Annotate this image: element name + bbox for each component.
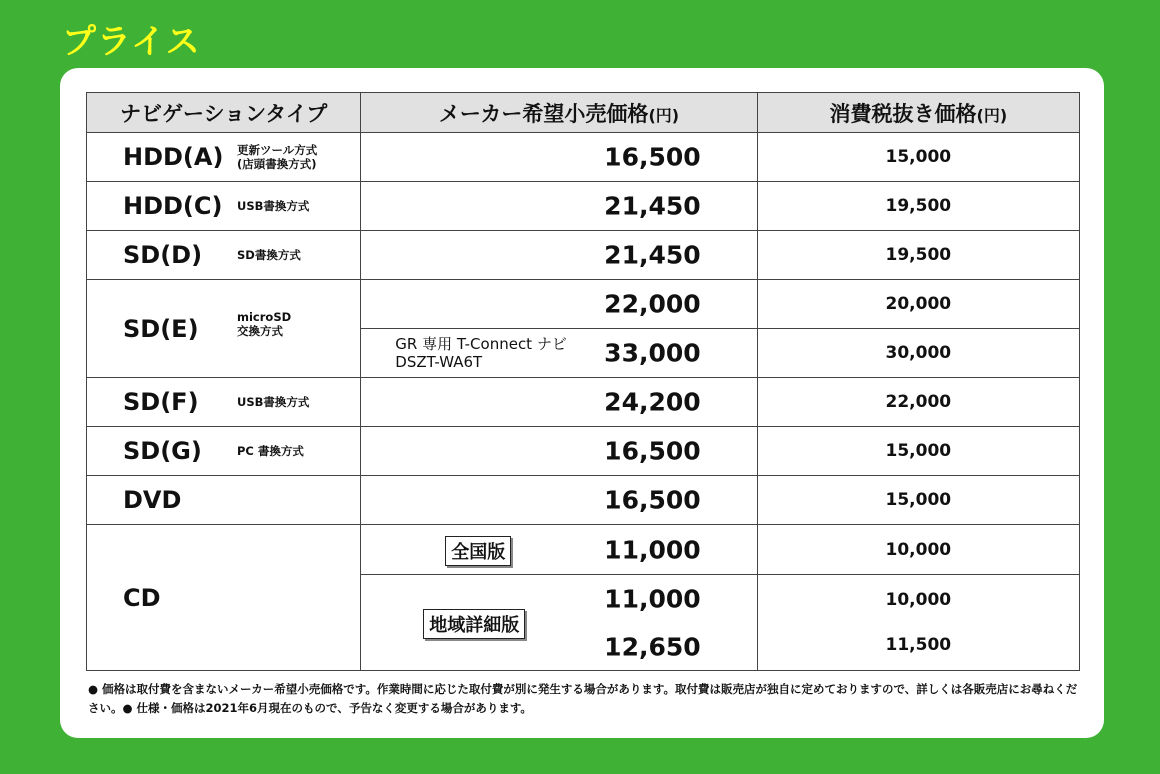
- type-cell: [87, 280, 361, 378]
- tax-excl-cell: 20,000: [757, 280, 1079, 329]
- type-cell: [87, 525, 361, 671]
- type-name: CD: [123, 583, 161, 612]
- msrp-value: 24,200: [604, 387, 701, 417]
- tax-excl-cell: 15,000: [757, 476, 1079, 525]
- type-cell: [87, 476, 361, 525]
- header-type: ナビゲーションタイプ: [87, 93, 361, 133]
- page-title: プライス: [62, 22, 201, 62]
- msrp-cell: [361, 329, 757, 378]
- msrp-value: 16,500: [604, 142, 701, 172]
- header-msrp: メーカー希望小売価格(円): [361, 93, 757, 133]
- type-cell: [87, 378, 361, 427]
- table-row: [87, 280, 1080, 329]
- type-note: 更新ツール方式 (店頭書換方式): [237, 143, 318, 171]
- type-name: DVD: [123, 486, 182, 514]
- regional-edition-label: 地域詳細版: [423, 609, 525, 639]
- type-cell: [87, 231, 361, 280]
- header-msrp-unit: (円): [648, 105, 680, 125]
- msrp-cell: [361, 231, 757, 280]
- msrp-cell: [361, 427, 757, 476]
- tax-excl-cell: 30,000: [757, 329, 1079, 378]
- type-cell: [87, 133, 361, 182]
- tax-excl-value: 11,500: [885, 635, 952, 655]
- msrp-value: 12,650: [604, 632, 701, 661]
- model-note: GR 専用 T-Connect ナビ DSZT-WA6T: [395, 335, 567, 371]
- table-row: [87, 525, 1080, 671]
- msrp-value: 16,500: [604, 485, 701, 515]
- msrp-cell: [361, 525, 757, 671]
- tax-excl-cell: 19,500: [757, 231, 1079, 280]
- table-row: [87, 427, 1080, 476]
- msrp-value: 22,000: [604, 289, 701, 319]
- type-name: SD(F): [123, 388, 199, 416]
- type-name: SD(D): [123, 241, 203, 269]
- header-tax-excl: 消費税抜き価格(円): [757, 93, 1079, 133]
- tax-excl-value: 10,000: [885, 540, 952, 560]
- msrp-value: 21,450: [604, 191, 701, 221]
- type-cell: [87, 182, 361, 231]
- header-row: [87, 93, 1080, 133]
- table-row: [87, 476, 1080, 525]
- tax-excl-cell: [757, 525, 1079, 671]
- type-note: USB書換方式: [237, 199, 310, 213]
- msrp-cell: [361, 280, 757, 329]
- msrp-value: 16,500: [604, 436, 701, 466]
- type-note: SD書換方式: [237, 248, 301, 262]
- type-note: USB書換方式: [237, 395, 310, 409]
- price-table: [86, 92, 1080, 671]
- tax-excl-cell: 15,000: [757, 427, 1079, 476]
- table-row: [87, 378, 1080, 427]
- msrp-cell: [361, 378, 757, 427]
- header-tax-unit: (円): [976, 105, 1008, 125]
- type-cell: [87, 427, 361, 476]
- type-name: SD(E): [123, 314, 199, 343]
- msrp-value: 11,000: [604, 535, 701, 564]
- type-name: SD(G): [123, 437, 202, 465]
- tax-excl-cell: 19,500: [757, 182, 1079, 231]
- tax-excl-cell: 22,000: [757, 378, 1079, 427]
- type-name: HDD(C): [123, 192, 223, 220]
- tax-excl-cell: 15,000: [757, 133, 1079, 182]
- msrp-cell: [361, 182, 757, 231]
- type-note: PC 書換方式: [237, 444, 304, 458]
- msrp-value: 11,000: [604, 584, 701, 613]
- table-row: [87, 133, 1080, 182]
- national-edition-label: 全国版: [445, 536, 511, 566]
- table-row: [87, 182, 1080, 231]
- type-note: microSD 交換方式: [237, 310, 292, 338]
- table-row: [87, 231, 1080, 280]
- type-name: HDD(A): [123, 143, 224, 171]
- msrp-value: 21,450: [604, 240, 701, 270]
- tax-excl-value: 10,000: [885, 590, 952, 610]
- msrp-cell: [361, 133, 757, 182]
- msrp-cell: [361, 476, 757, 525]
- footnote: ● 価格は取付費を含まないメーカー希望小売価格です。作業時間に応じた取付費が別に発生する場合があります。取付費は販売店が独自に定めておりますので、詳しくは各販売店にお尋ねください。● 仕様・価格は2021年6月現在のもので、予告なく変更する場合があります。: [88, 682, 1078, 715]
- msrp-value: 33,000: [604, 338, 701, 368]
